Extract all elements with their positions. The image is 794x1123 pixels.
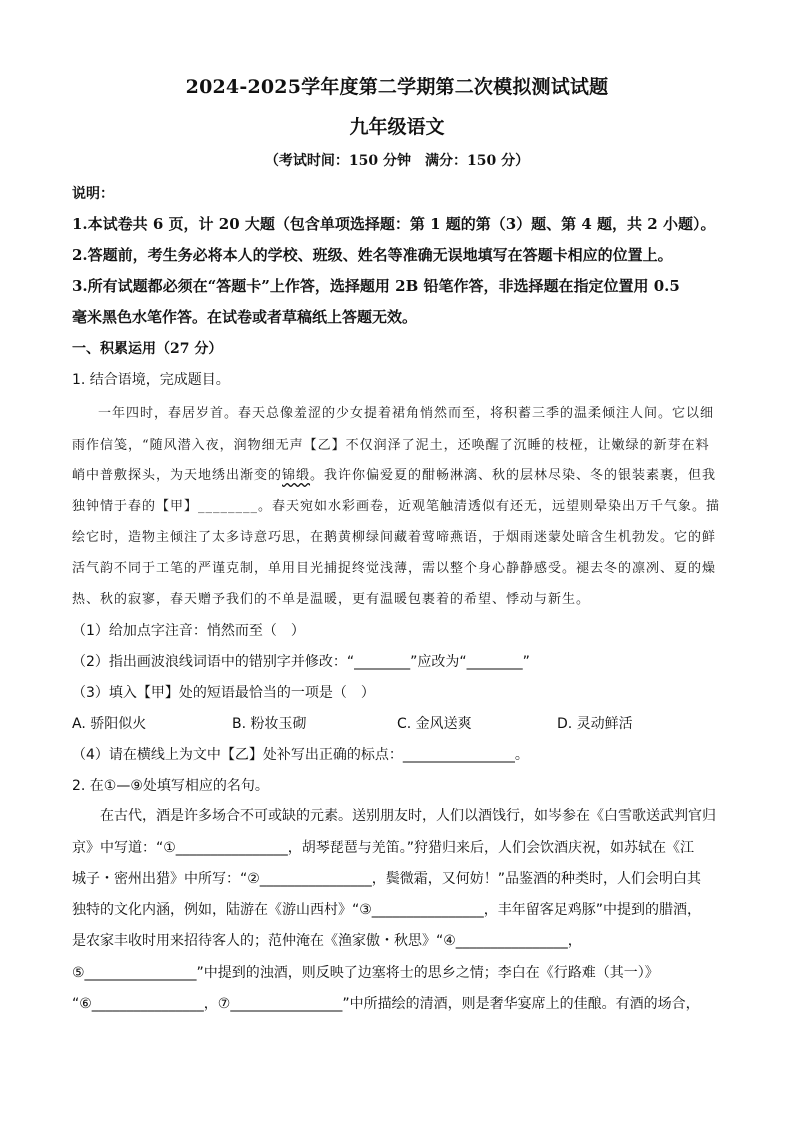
sub-question-3: （3）填入【甲】处的短语最恰当的一项是（ ） [72,685,375,701]
passage-line: 峭中普敷探头，为天地绣出渐变的锦缎。我许你偏爱夏的酣畅淋漓、秋的层林尽染、冬的银装素裹，但我 [72,468,717,483]
wavy-underlined-word: 锦缎 [282,468,311,483]
q2-text-line: 在古代，酒是许多场合不可或缺的元素。送别朋友时，人们以酒饯行，如岑参在《白雪歌送武判官归 [100,808,716,824]
exam-title: 2024-2025学年度第二学期第二次模拟测试试题 [185,76,609,98]
q2-text-line: 城子・密州出猎》中所写：“②________________，鬓微霜，又何妨！”品鉴酒的种类时，人们会明白其 [72,871,702,887]
sub-question-4: （4）请在横线上为文中【乙】处补写出正确的标点：________________。 [72,747,529,763]
option-a: A. 骄阳似火 [72,716,147,732]
q2-text-line: 独特的文化内涵，例如，陆游在《游山西村》“③________________，丰年留客足鸡豚”中提到的腊酒， [72,902,702,918]
option-c: C. 金风送爽 [397,716,472,732]
option-d: D. 灵动鲜活 [557,716,633,732]
note-item: 3.所有试题都必须在“答题卡”上作答，选择题用 2B 铅笔作答，非选择题在指定位置用 0.5 [72,277,680,295]
q2-text-line: “⑥________________，⑦________________”中所描绘的清酒，则是奢华宴席上的佳酿。有酒的场合， [72,996,700,1012]
question-2-prompt: 2. 在①—⑨处填写相应的名句。 [72,778,269,794]
option-b: B. 粉妆玉砌 [232,716,307,732]
question-1-prompt: 1. 结合语境，完成题目。 [72,372,230,388]
q2-text-line: ⑤________________”中提到的浊酒，则反映了边塞将士的思乡之情；李白在《行路难（其一）》 [72,965,659,981]
exam-info: （考试时间：150 分钟 满分：150 分） [264,153,530,169]
note-item: 1.本试卷共 6 页，计 20 大题（包含单项选择题：第 1 题的第（3）题、第 4 题，共 2 小题）。 [72,215,716,233]
passage-line: 绘它时，造物主倾注了太多诗意巧思，在鹅黄柳绿间藏着莺啼燕语，于烟雨迷蒙处暗含生机勃发。它的鲜 [72,530,717,545]
subject-title: 九年级语文 [349,116,445,138]
passage-line: 一年四时，春居岁首。春天总像羞涩的少女提着裙角悄然而至，将积蓄三季的温柔倾注人间。它以细 [98,406,715,421]
sub-question-1: （1）给加点字注音：悄然而至（ ） [72,623,305,639]
passage-line: 活气韵不同于工笔的严谨克制，单用目光捕捉终觉浅薄，需以整个身心静静感受。褪去冬的凛冽、夏的燥 [72,561,717,576]
note-item: 毫米黑色水笔作答。在试卷或者草稿纸上答题无效。 [72,308,418,326]
q2-text-line: 京》中写道：“①________________，胡琴琵琶与羌笛。”狩猎归来后，人们会饮酒庆祝，如苏轼在《江 [72,840,695,856]
notes-label: 说明： [72,186,114,202]
note-item: 2.答题前，考生务必将本人的学校、班级、姓名等准确无误地填写在答题卡相应的位置上。 [72,246,673,264]
q2-text-line: 是农家丰收时用来招待客人的；范仲淹在《渔家傲・秋思》“④________________， [72,933,582,949]
sub-question-2: （2）指出画波浪线词语中的错别字并修改：“________”应改为“________” [72,654,530,670]
passage-line: 雨作信笺，“随风潜入夜，润物细无声【乙】不仅润泽了泥土，还唤醒了沉睡的枝桠，让嫩绿的新芽在料 [72,438,710,453]
section-heading: 一、积累运用（27 分） [72,341,223,357]
passage-line: 热、秋的寂寥，春天赠予我们的不单是温暖，更有温暖包裹着的希望、悸动与新生。 [72,592,591,607]
passage-line: 独钟情于春的【甲】________。春天宛如水彩画卷，近观笔触清透似有还无，远望则晕染出万千气象。描 [72,499,721,514]
